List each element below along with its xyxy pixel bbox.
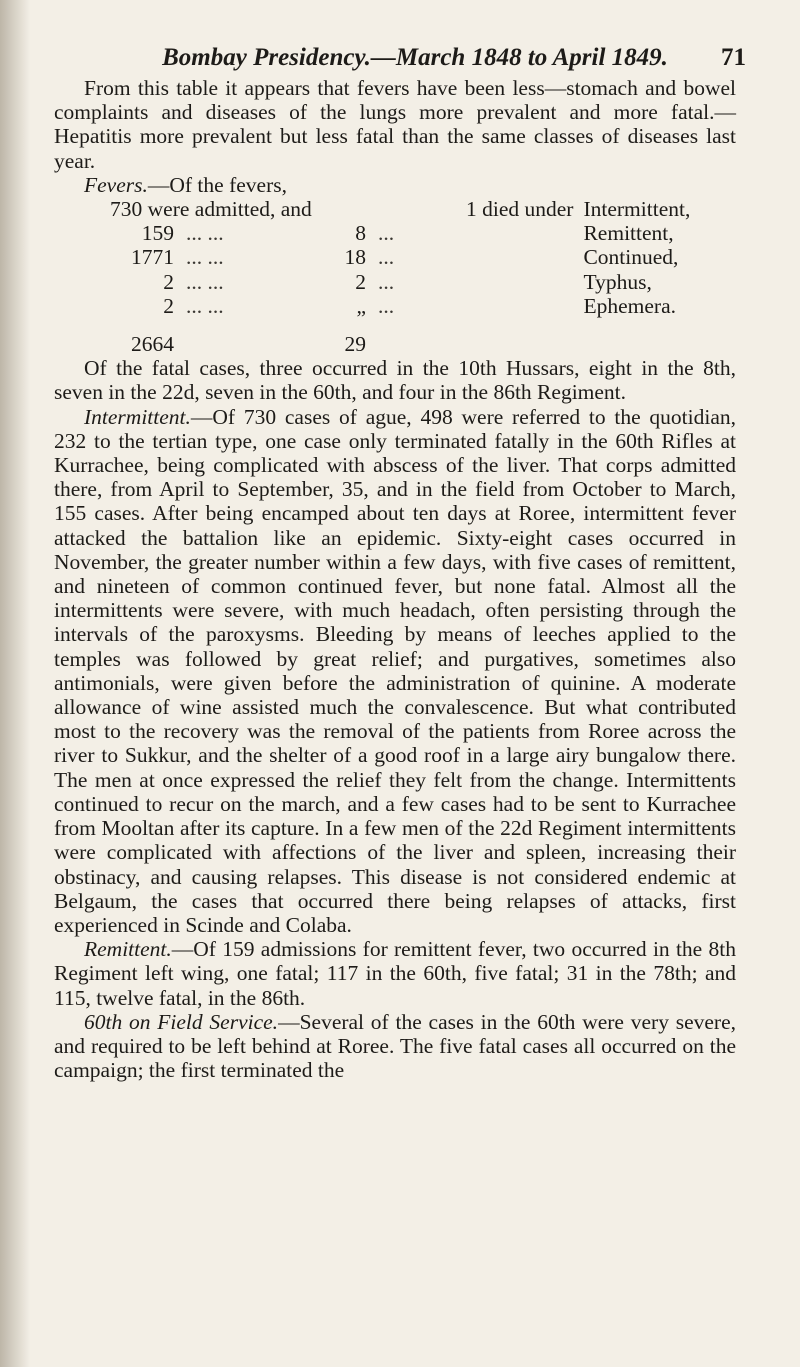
intermittent-paragraph: [54, 405, 736, 937]
fever-type-cell: Remittent,: [583, 221, 674, 246]
died-cell: 2: [355, 269, 366, 294]
intermittent-heading: Intermittent.: [84, 404, 191, 429]
admitted-cell: 2: [163, 269, 174, 294]
admitted-cell: 159: [141, 221, 174, 246]
field-service-heading: 60th on Field Service.: [84, 1009, 279, 1034]
field-service-text: —Several of the cases in the 60th were very severe, and required to be left behind at Roree. The five fatal cases all occurred on the campaign; the first terminated the: [54, 1009, 736, 1083]
intermittent-text: —Of 730 cases of ague, 498 were referred to the quotidian, 232 to the tertian type, one case only terminated fatally in the 60th Rifles at Kurrachee, being complicated with abscess of the liver. That corps admitted there, from April to September, 35, and in the field from October to March, 155 cases. After being encamped about ten days at Roree, intermittent fever attacked the battalion like an epidemic. Sixty-eight cases occurred in November, the greater number within a few days, with five cases of remittent, and nineteen of common continued fever, but none fatal. Almost all the intermittents were severe, with much headach, often persisting through the intervals of the paroxysms. Bleeding by means of leeches applied to the temples was followed by great relief; and purgatives, sometimes also antimonials, were given before the administration of quinine. A moderate allowance of wine assisted much the convalescence. But what contributed most to the recovery was the removal of the patients from Roree across the river to Sukkur, and the shelter of a good roof in a large airy bungalow there. The men at once expressed the relief they felt from the change. Intermittents continued to recur on the march, and a few cases had to be sent to Kurrachee from Mooltan after its capture. In a few men of the 22d Regiment intermittents were complicated with affections of the liver and spleen, increasing their obstinacy, and causing relapses. This disease is not considered endemic at Belgaum, the cases that occurred there being relapses of attacks, first experienced in Scinde and Colaba.: [54, 404, 736, 937]
leader-dots: ...: [378, 221, 395, 246]
leader-dots: ... ...: [186, 245, 224, 270]
died-cell: „: [356, 293, 366, 318]
page-number: 71: [721, 44, 746, 71]
died-cell: 8: [355, 221, 366, 246]
admitted-cell: 730 were admitted, and: [110, 197, 312, 222]
table-row: [110, 197, 690, 221]
fever-type-cell: Intermittent,: [583, 197, 691, 222]
remittent-heading: Remittent.: [84, 937, 172, 962]
fevers-lead-text: —Of the fevers,: [147, 172, 287, 197]
running-head: [94, 44, 746, 72]
admitted-cell: 2: [163, 293, 174, 318]
intro-paragraph: From this table it appears that fevers have been less—stomach and bowel complaints and diseases of the lungs more prevalent and more fatal.—Hepatitis more prevalent but less fatal than the same classes of diseases last year.: [54, 76, 736, 173]
leader-dots: ...: [378, 245, 395, 270]
leader-dots: ... ...: [186, 293, 224, 318]
leader-dots: ... ...: [186, 269, 224, 294]
fatal-cases-paragraph: Of the fatal cases, three occurred in the 10th Hussars, eight in the 8th, seven in the 22d, seven in the 60th, and four in the 86th Regiment.: [54, 356, 736, 405]
leader-dots: ...: [378, 269, 395, 294]
died-cell: 1 died under: [466, 197, 574, 222]
totals-row: [110, 318, 690, 356]
table-row: [110, 245, 690, 269]
fevers-lead: [54, 173, 736, 197]
fevers-heading: Fevers.: [84, 172, 148, 197]
running-head-title: Bombay Presidency.—March 1848 to April 1849.: [162, 44, 668, 71]
table-row: [110, 270, 690, 294]
field-service-paragraph: [54, 1010, 736, 1083]
binding-shadow: [0, 0, 30, 1367]
remittent-text: —Of 159 admissions for remittent fever, two occurred in the 8th Regiment left wing, one fatal; 117 in the 60th, five fatal; 31 in the 78th; and 115, twelve fatal, in the 86th.: [54, 937, 736, 1010]
remittent-paragraph: [54, 937, 736, 1010]
table-row: [110, 294, 690, 318]
total-admitted: 2664: [131, 332, 174, 357]
total-died: 29: [344, 332, 366, 357]
leader-dots: ... ...: [186, 221, 224, 246]
died-cell: 18: [344, 245, 366, 270]
fever-type-cell: Ephemera.: [583, 293, 676, 318]
admitted-cell: 1771: [131, 245, 174, 270]
leader-dots: ...: [378, 293, 395, 318]
table-row: [110, 221, 690, 245]
fever-type-cell: Typhus,: [583, 269, 652, 294]
fever-type-cell: Continued,: [583, 245, 679, 270]
fevers-table: [110, 197, 690, 356]
